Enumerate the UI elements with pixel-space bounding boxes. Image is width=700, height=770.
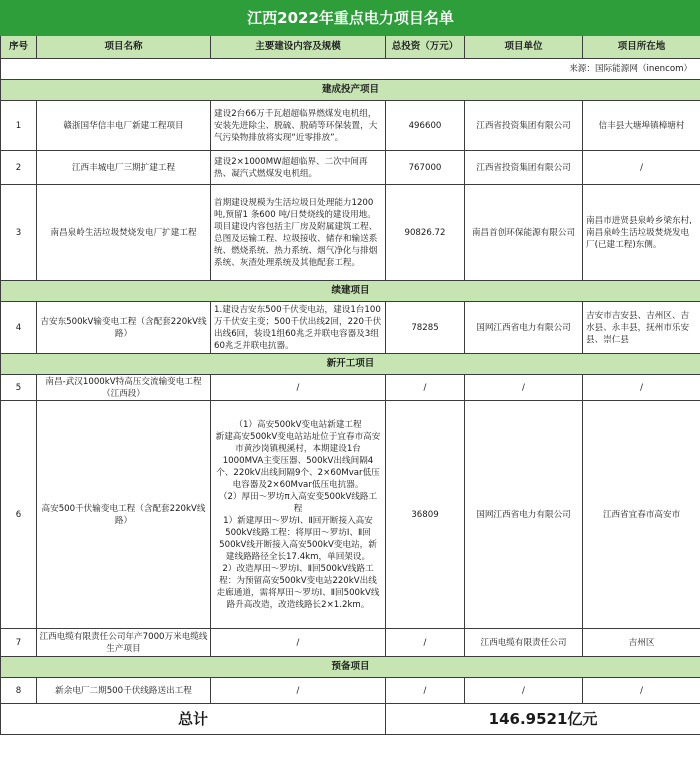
row-no: 5 — [1, 375, 37, 401]
row-name: 南昌泉岭生活垃圾焚烧发电厂扩建工程 — [37, 185, 211, 281]
table-row — [1, 302, 700, 354]
section-completed: 建成投产项目 — [1, 80, 700, 101]
row-location: 信丰县大塘埠镇樟塘村 — [583, 101, 700, 151]
row-name: 赣浙国华信丰电厂新建工程项目 — [37, 101, 211, 151]
row-company: 国网江西省电力有限公司 — [465, 302, 583, 354]
table-row — [1, 185, 700, 281]
row-company: 江西电缆有限责任公司 — [465, 629, 583, 657]
table-row — [1, 629, 700, 657]
row-content: 1.建设吉安东500千伏变电站，建设1台100万千伏安主变；500千伏出线2回，220千伏出线6回，装设1组60兆乏并联电容器及3组60兆乏并联电抗器。 — [211, 302, 386, 354]
total-label: 总计 — [1, 704, 386, 735]
row-no: 4 — [1, 302, 37, 354]
row-no: 8 — [1, 678, 37, 704]
row-content: 首期建设规模为生活垃圾日处理能力1200吨,预留1 条600 吨/日焚烧线的建设用地。项目建设内容包括主厂房及附属建筑工程、总图及运输工程、垃圾接收、储存和输送系统、燃烧系统、热力系统、烟气净化与排烟系统、灰渣处理系统及其他配套工程。 — [211, 185, 386, 281]
table-row — [1, 678, 700, 704]
row-investment: 496600 — [386, 101, 465, 151]
header-company: 项目单位 — [465, 36, 583, 59]
row-investment: 90826.72 — [386, 185, 465, 281]
row-location: 南昌市进贤县泉岭乡梁东村,南昌泉岭生活垃圾焚烧发电厂(已建工程)东侧。 — [583, 185, 700, 281]
row-no: 2 — [1, 151, 37, 185]
row-company: / — [465, 678, 583, 704]
row-content: / — [211, 678, 386, 704]
header-no: 序号 — [1, 36, 37, 59]
row-name: 新余电厂二期500千伏线路送出工程 — [37, 678, 211, 704]
row-investment: 36809 — [386, 401, 465, 629]
table-row — [1, 375, 700, 401]
row-location: 吉州区 — [583, 629, 700, 657]
header-name: 项目名称 — [37, 36, 211, 59]
row-name: 江西丰城电厂三期扩建工程 — [37, 151, 211, 185]
row-content: 建设2×1000MW超超临界、二次中间再热、凝汽式燃煤发电机组。 — [211, 151, 386, 185]
row-location: / — [583, 375, 700, 401]
row-name: 江西电缆有限责任公司年产7000万米电缆线生产项目 — [37, 629, 211, 657]
row-investment: / — [386, 678, 465, 704]
row-company: / — [465, 375, 583, 401]
header-investment: 总投资（万元） — [386, 36, 465, 59]
row-name: 高安500千伏输变电工程（含配套220kV线路） — [37, 401, 211, 629]
row-location: 江西省宜春市高安市 — [583, 401, 700, 629]
row-investment: / — [386, 629, 465, 657]
row-no: 6 — [1, 401, 37, 629]
row-location: 吉安市吉安县、吉州区、吉水县、永丰县，抚州市乐安县、崇仁县 — [583, 302, 700, 354]
row-no: 7 — [1, 629, 37, 657]
row-content: （1）高安500kV变电站新建工程 新建高安500kV变电站站址位于宜春市高安市黄沙岗镇枧溪村，本期建设1台1000MVA主变压器、500kV出线间隔4个、220kV出线间隔9个、2×60Mvar低压电容器及2×60Mvar低压电抗器。 （2）厚田～罗坊π入高安变500kV线路工程 1）新建厚田～罗坊Ⅰ、Ⅱ回开断接入高安500kV线路工程：将厚田～罗坊Ⅰ、Ⅱ回500kV线开断接入高安500kV变电站，新建线路路径全长17.4km，单回架设。 2）改造厚田～罗坊Ⅰ、Ⅱ回500kV线路工程：为预留高安500kV变电站220kV出线走廊通道，需将厚田～罗坊Ⅰ、Ⅱ回500kV线路升高改造，改造线路长2×1.2km。 — [211, 401, 386, 629]
row-company: 南昌首创环保能源有限公司 — [465, 185, 583, 281]
row-location: / — [583, 678, 700, 704]
row-content: / — [211, 375, 386, 401]
header-row — [1, 36, 700, 59]
row-investment: / — [386, 375, 465, 401]
header-location: 项目所在地 — [583, 36, 700, 59]
row-investment: 767000 — [386, 151, 465, 185]
row-company: 江西省投资集团有限公司 — [465, 151, 583, 185]
row-name: 吉安东500kV输变电工程（含配套220kV线路） — [37, 302, 211, 354]
row-content: / — [211, 629, 386, 657]
row-location: / — [583, 151, 700, 185]
row-no: 3 — [1, 185, 37, 281]
header-content: 主要建设内容及规模 — [211, 36, 386, 59]
row-name: 南昌-武汉1000kV特高压交流输变电工程（江西段） — [37, 375, 211, 401]
row-company: 江西省投资集团有限公司 — [465, 101, 583, 151]
table-row — [1, 401, 700, 629]
source-note: 来源：国际能源网（inencom） — [1, 59, 700, 80]
table-row — [1, 151, 700, 185]
row-company: 国网江西省电力有限公司 — [465, 401, 583, 629]
page-title: 江西2022年重点电力项目名单 — [1, 1, 700, 36]
section-new-start: 新开工项目 — [1, 354, 700, 375]
section-continuing: 续建项目 — [1, 281, 700, 302]
row-investment: 78285 — [386, 302, 465, 354]
row-no: 1 — [1, 101, 37, 151]
total-value: 146.9521亿元 — [386, 704, 700, 735]
row-content: 建设2台66万千瓦超超临界燃煤发电机组，安装先进除尘、脱硫、脱硝等环保装置，大气污染物排放将实现“近零排放”。 — [211, 101, 386, 151]
section-reserve: 预备项目 — [1, 657, 700, 678]
table-row — [1, 101, 700, 151]
